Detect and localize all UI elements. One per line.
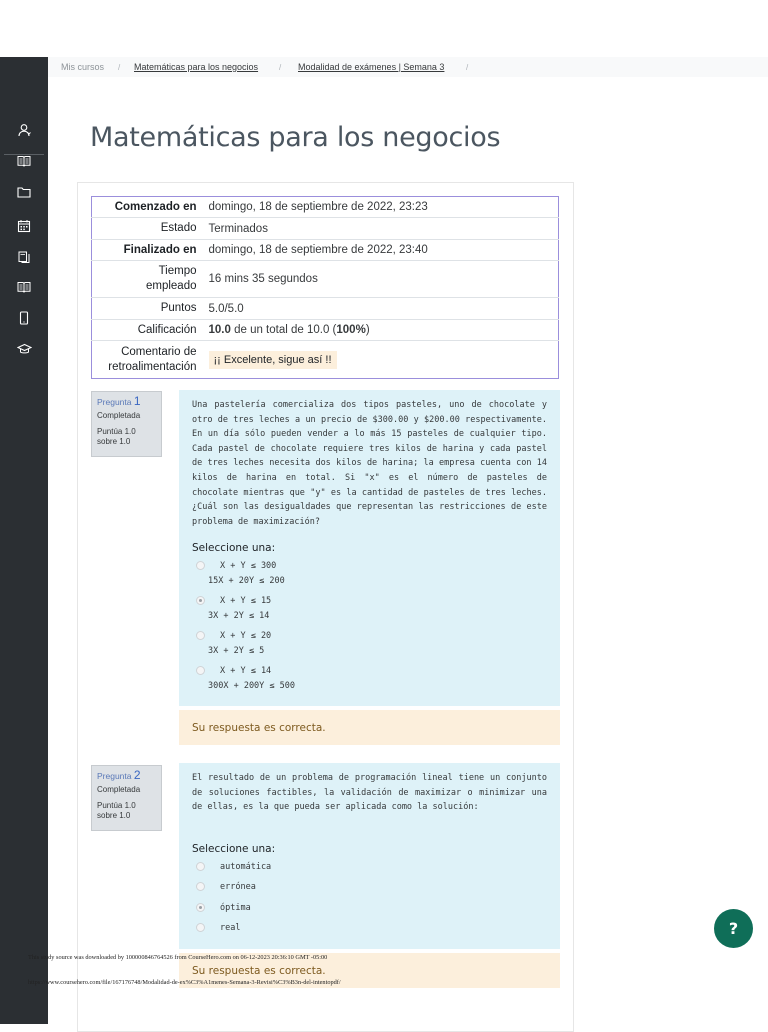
summary-label: Comentario de retroalimentación (108, 345, 197, 373)
option-line: X + Y ≤ 14 (220, 666, 272, 676)
sidebar (0, 57, 48, 1024)
answer-prompt: Seleccione una: (192, 843, 276, 855)
mobile-icon (19, 311, 29, 325)
summary-value: 16 mins 35 segundos (203, 261, 559, 298)
summary-value: Terminados (203, 218, 559, 240)
question-mark: Puntúa 1.0 sobre 1.0 (97, 427, 136, 446)
attempt-summary-table (91, 196, 559, 379)
sidebar-item-participants[interactable] (0, 116, 48, 144)
summary-label: Tiempo empleado (145, 265, 197, 292)
radio-button[interactable] (196, 923, 205, 932)
grade-percent: 100% (336, 324, 366, 336)
radio-button[interactable] (196, 882, 205, 891)
source-url-watermark: https://www.coursehero.com/file/167176748/Modalidad-de-ex%C3%A1menes-Semana-3-Revisi%C3%B3n-del-intentopdf/ (28, 979, 341, 986)
breadcrumb-exam-mode[interactable]: Modalidad de exámenes | Semana 3 (298, 62, 445, 72)
question-content (179, 763, 560, 949)
question-info (91, 765, 162, 831)
option-line: X + Y ≤ 300 (220, 561, 277, 571)
summary-label: Calificación (137, 323, 197, 336)
grades-book-icon (17, 154, 31, 168)
question-number: 2 (133, 768, 141, 782)
option-line: real (220, 923, 241, 933)
answer-prompt: Seleccione una: (192, 542, 276, 554)
answer-outcome: Su respuesta es correcta. (179, 710, 560, 745)
calendar-icon (17, 219, 31, 233)
files-icon (17, 250, 31, 264)
sidebar-item-calendar[interactable] (0, 212, 48, 240)
option-line: X + Y ≤ 20 (220, 631, 272, 641)
summary-row-state (92, 218, 559, 240)
download-watermark: This study source was downloaded by 100000846764526 from CourseHero.com on 06-12-2023 20:36:10 GMT -05:00 (28, 954, 328, 961)
option-line: 3X + 2Y ≤ 14 (208, 611, 270, 621)
summary-row-started (92, 197, 559, 218)
option-line: óptima (220, 903, 251, 913)
option-line: automática (220, 862, 272, 872)
sidebar-item-mobile[interactable] (0, 304, 48, 332)
feedback-badge: ¡¡ Excelente, sigue así !! (209, 351, 337, 369)
question-state: Completada (97, 785, 141, 794)
sidebar-divider (4, 154, 44, 155)
question-text: El resultado de un problema de programación lineal tiene un conjunto de soluciones factibles, la validación de maximizar o minimizar una de ellas, es la que pueda ser aplicada como la solución: (192, 773, 547, 813)
summary-row-feedback (92, 341, 559, 379)
summary-value: 5.0/5.0 (203, 298, 559, 320)
summary-label: Puntos (160, 302, 197, 314)
sidebar-item-course[interactable] (0, 273, 48, 301)
summary-label: Comenzado en (114, 200, 197, 213)
option-line: 3X + 2Y ≤ 5 (208, 646, 265, 656)
question-state: Completada (97, 411, 141, 420)
breadcrumb-separator: / (466, 63, 469, 72)
summary-value (203, 320, 559, 341)
course-book-icon (17, 280, 31, 294)
breadcrumb-my-courses[interactable]: Mis cursos (61, 62, 105, 72)
question-mark: Puntúa 1.0 sobre 1.0 (97, 801, 136, 820)
radio-button[interactable] (196, 862, 205, 871)
question-info (91, 391, 162, 457)
question-prefix: Pregunta (97, 397, 132, 407)
option-line: 300X + 200Y ≤ 500 (208, 681, 295, 691)
answer-outcome: Su respuesta es correcta. (179, 953, 560, 988)
option-line: X + Y ≤ 15 (220, 596, 272, 606)
summary-label: Estado (160, 222, 197, 234)
option-line: 15X + 20Y ≤ 200 (208, 576, 285, 586)
sidebar-item-graduation[interactable] (0, 335, 48, 363)
option-line: errónea (220, 882, 256, 892)
radio-button-selected[interactable] (196, 596, 205, 605)
radio-button-selected[interactable] (196, 903, 205, 912)
breadcrumb (48, 57, 768, 77)
sidebar-item-files[interactable] (0, 243, 48, 271)
radio-button[interactable] (196, 631, 205, 640)
graduation-cap-icon (17, 343, 32, 355)
summary-value: domingo, 18 de septiembre de 2022, 23:40 (203, 240, 559, 261)
question-text: Una pastelería comercializa dos tipos pasteles, uno de chocolate y otro de tres leches a un precio de $300.00 y $200.00 respectivamente. En un día sólo pueden vender a lo más 15 pasteles de cualquier tipo. Cada pastel de chocolate requiere tres kilos de harina y cada pastel de tres leches necesita dos kilos de harina; la empresa cuenta con 14 kilos de harina en total. Si "x" es el número de pasteles de chocolate mientras que "y" es la cantidad de pasteles de tres leches. ¿Cuál son las desigualdades que representan las restricciones de este problema de maximización? (192, 400, 547, 527)
page-title: Matemáticas para los negocios (90, 122, 501, 153)
sidebar-item-grades[interactable] (0, 147, 48, 175)
summary-row-grade (92, 320, 559, 341)
grade-score: 10.0 (208, 324, 231, 336)
question-prefix: Pregunta (97, 771, 132, 781)
breadcrumb-course[interactable]: Matemáticas para los negocios (134, 62, 259, 72)
summary-row-time-taken (92, 261, 559, 298)
breadcrumb-separator: / (118, 63, 121, 72)
radio-button[interactable] (196, 666, 205, 675)
help-button[interactable]: ? (714, 909, 753, 948)
grade-close: ) (365, 324, 370, 336)
summary-row-completed (92, 240, 559, 261)
summary-row-marks (92, 298, 559, 320)
summary-value: domingo, 18 de septiembre de 2022, 23:23 (203, 197, 559, 218)
folder-icon (17, 186, 31, 198)
grade-total: de un total de 10.0 ( (230, 324, 337, 336)
participants-icon (17, 123, 31, 137)
question-number: 1 (133, 394, 141, 408)
breadcrumb-separator: / (279, 63, 282, 72)
summary-label: Finalizado en (123, 243, 197, 256)
question-content (179, 390, 560, 706)
radio-button[interactable] (196, 561, 205, 570)
sidebar-item-folder[interactable] (0, 178, 48, 206)
